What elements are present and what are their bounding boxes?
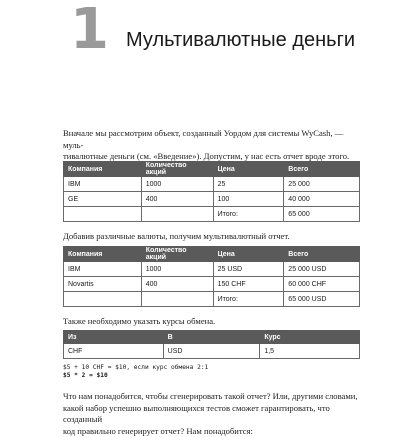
chapter-title: Мультивалютные деньги [126, 29, 356, 51]
cell: 40 000 [284, 192, 360, 207]
cell: 65 000 [284, 207, 360, 222]
header-rate: Курс [260, 331, 360, 344]
cell: 1,5 [260, 344, 360, 359]
table-row [64, 344, 360, 359]
header-total: Всего [284, 247, 360, 262]
report-table [63, 161, 360, 222]
question-line-3: код правильно генерирует отчет? Нам понадобится: [63, 425, 253, 436]
cell: Итого: [213, 207, 284, 222]
table-row [64, 177, 360, 192]
header-total: Всего [284, 162, 360, 177]
cell: 400 [141, 277, 213, 292]
cell: 1000 [141, 177, 213, 192]
table-row [64, 277, 360, 292]
table-row-total [64, 292, 360, 307]
cell: 25 000 [284, 177, 360, 192]
cell: 1000 [141, 262, 213, 277]
table-header-row [64, 331, 360, 344]
code-line-2: $5 * 2 = $10 [63, 372, 108, 379]
header-price: Цена [213, 162, 284, 177]
cell: 60 000 CHF [284, 277, 360, 292]
cell [64, 292, 142, 307]
code-block [63, 364, 208, 380]
table-header-row [64, 162, 360, 177]
cell: Итого: [213, 292, 284, 307]
header-shares: Количество акций [141, 162, 213, 177]
chapter-number: 1 [70, 0, 108, 62]
multicurrency-paragraph: Добавив различные валюты, получим мультивалютный отчет. [63, 231, 290, 241]
exchange-paragraph: Также необходимо указать курсы обмена. [63, 316, 216, 326]
question-line-2: какой набор успешно выполняющихся тестов сможет гарантировать, что созданный [63, 402, 330, 424]
cell: CHF [64, 344, 164, 359]
cell: 25 USD [213, 262, 284, 277]
cell: Novartis [64, 277, 142, 292]
intro-paragraph [63, 128, 363, 163]
table-row [64, 192, 360, 207]
header-price: Цена [213, 247, 284, 262]
header-shares: Количество акций [141, 247, 213, 262]
cell: 400 [141, 192, 213, 207]
header-to: В [163, 331, 260, 344]
cell: 150 CHF [213, 277, 284, 292]
cell: 100 [213, 192, 284, 207]
cell [141, 207, 213, 222]
header-company: Компания [64, 247, 142, 262]
question-line-1: Что нам понадобится, чтобы сгенерировать такой отчет? Или, другими словами, [63, 391, 358, 401]
cell: 65 000 USD [284, 292, 360, 307]
cell: 25 000 USD [284, 262, 360, 277]
cell: IBM [64, 177, 142, 192]
intro-line-1: Вначале мы рассмотрим объект, созданный Уордом для системы WyCash, — муль- [63, 128, 344, 150]
cell: USD [163, 344, 260, 359]
question-paragraph [63, 391, 363, 437]
table-row [64, 262, 360, 277]
cell [64, 207, 142, 222]
cell [141, 292, 213, 307]
cell: GE [64, 192, 142, 207]
intro-line-2: тивалютные деньги (см. «Введение»). Допустим, у нас есть отчет вроде этого. [63, 151, 350, 161]
header-company: Компания [64, 162, 142, 177]
table-row-total [64, 207, 360, 222]
table-header-row [64, 247, 360, 262]
exchange-rate-table [63, 330, 360, 359]
code-line-1: $5 + 10 CHF = $10, если курс обмена 2:1 [63, 364, 209, 371]
header-from: Из [64, 331, 164, 344]
cell: 25 [213, 177, 284, 192]
cell: IBM [64, 262, 142, 277]
multicurrency-table [63, 246, 360, 307]
